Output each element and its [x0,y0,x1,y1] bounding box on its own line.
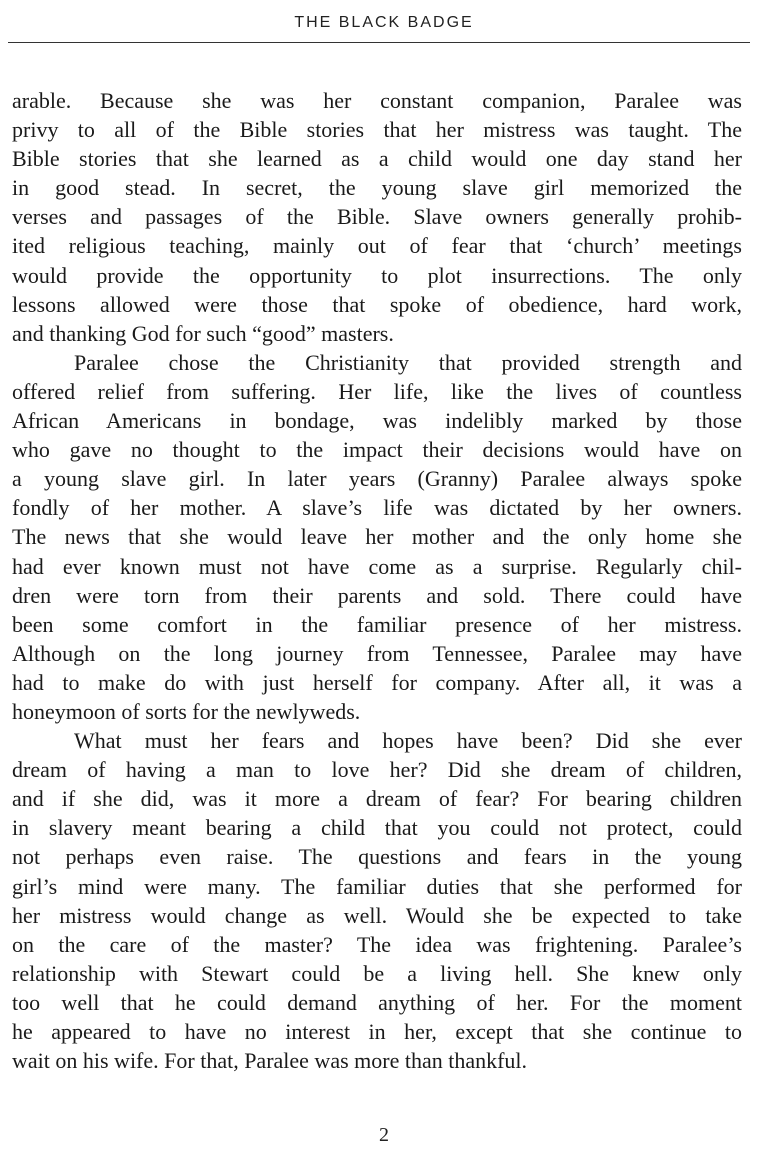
text-line: What must her fears and hopes have been? Did she ever [74,728,742,754]
text-line: relationship with Stewart could be a living hell. She knew only [12,960,742,986]
text-line: had ever known must not have come as a surprise. Regularly chil- [12,553,742,579]
text-line: who gave no thought to the impact their decisions would have on [12,437,742,463]
text-line: Although on the long journey from Tennessee, Paralee may have [12,640,742,666]
text-line: arable. Because she was her constant companion, Paralee was [12,88,742,113]
text-line: been some comfort in the familiar presence of her mistress. [12,611,742,637]
text-line: had to make do with just herself for company. After all, it was a [12,669,742,695]
text-line: he appeared to have no interest in her, except that she continue to [12,1019,742,1044]
text-line: would provide the opportunity to plot insurrections. The only [12,262,742,288]
text-line: fondly of her mother. A slave’s life was dictated by her owners. [12,495,742,521]
text-line: honeymoon of sorts for the newlyweds. [12,698,361,724]
text-line: verses and passages of the Bible. Slave owners generally prohib- [12,204,742,230]
text-line: lessons allowed were those that spoke of obedience, hard work, [12,291,742,317]
text-line: and if she did, was it more a dream of fear? For bearing children [12,786,742,812]
text-line: ited religious teaching, mainly out of fear that ‘church’ meetings [12,233,742,259]
text-line: wait on his wife. For that, Paralee was more than thankful. [12,1048,528,1074]
text-line: and thanking God for such “good” masters. [12,320,394,346]
header-rule [8,42,750,43]
body-text [12,86,742,1075]
text-line: offered relief from suffering. Her life, like the lives of countless [12,378,742,404]
text-line: in slavery meant bearing a child that you could not protect, could [12,815,742,841]
text-line: in good stead. In secret, the young slave girl memorized the [12,175,742,201]
text-line: dren were torn from their parents and sold. There could have [12,582,742,608]
text-line: African Americans in bondage, was indelibly marked by those [12,408,742,434]
text-line: a young slave girl. In later years (Granny) Paralee always spoke [12,466,742,492]
text-line: The news that she would leave her mother and the only home she [12,524,742,550]
text-line: privy to all of the Bible stories that her mistress was taught. The [12,117,742,143]
page-number: 2 [379,1124,389,1146]
text-line: dream of having a man to love her? Did she dream of children, [12,757,742,783]
text-line: not perhaps even raise. The questions and fears in the young [12,844,742,870]
text-line: on the care of the master? The idea was frightening. Paralee’s [12,931,742,957]
text-line: her mistress would change as well. Would she be expected to take [12,902,742,928]
text-line: Bible stories that she learned as a child would one day stand her [12,146,742,172]
text-line: Paralee chose the Christianity that provided strength and [74,349,742,375]
running-header: THE BLACK BADGE [294,14,474,31]
text-line: too well that he could demand anything of her. For the moment [12,989,742,1015]
text-line: girl’s mind were many. The familiar duties that she performed for [12,873,742,899]
